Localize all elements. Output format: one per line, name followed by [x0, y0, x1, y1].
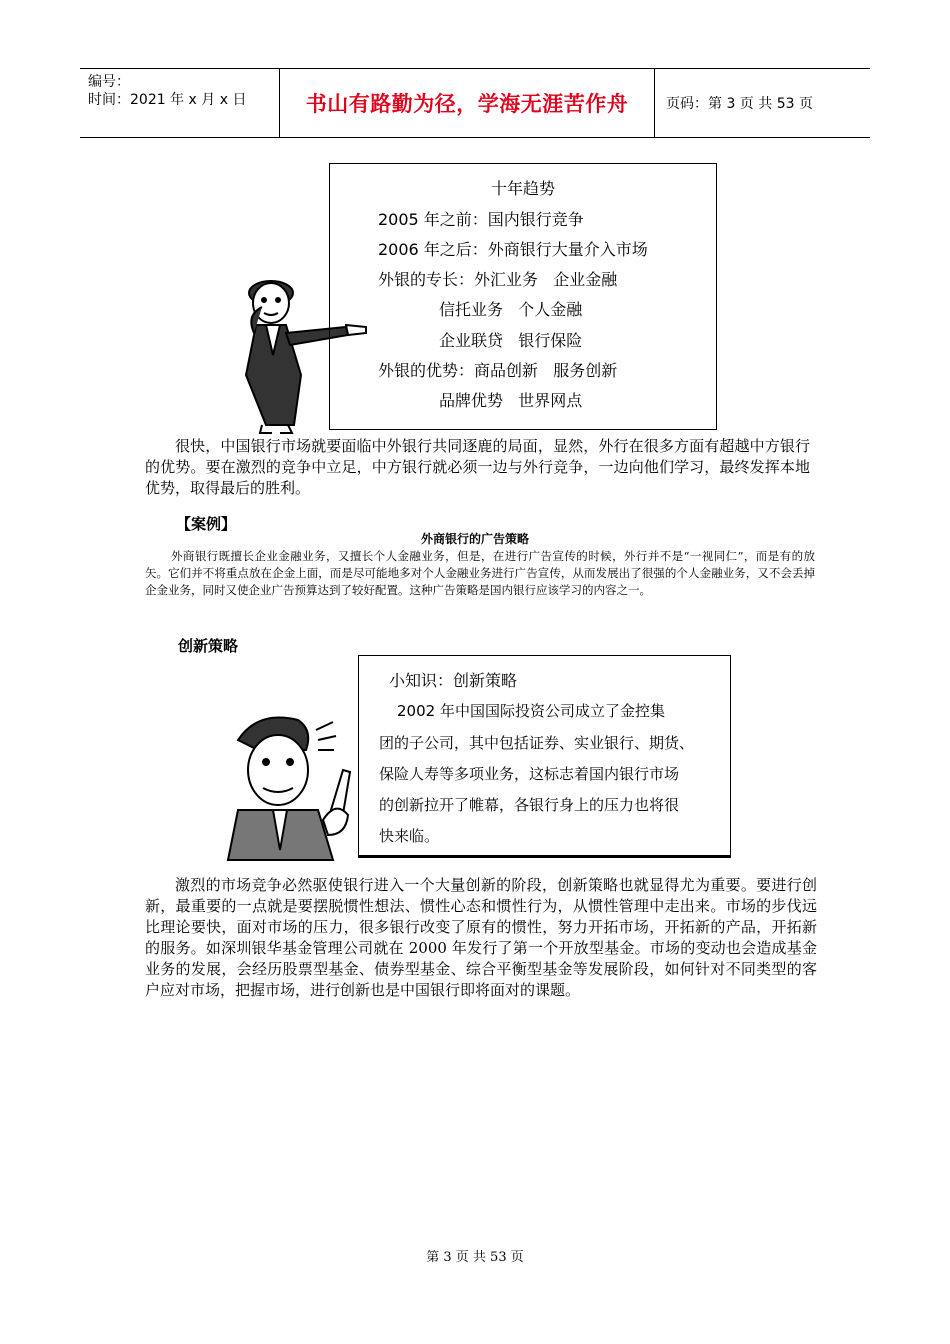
page-header	[80, 68, 870, 138]
header-motto: 书山有路勤为径，学海无涯苦作舟	[280, 69, 655, 137]
knowledge-line: 快来临。	[379, 827, 440, 845]
knowledge-line: 团的子公司，其中包括证券、实业银行、期货、	[379, 734, 695, 752]
trend-line: 外银的专长：外汇业务 企业金融	[378, 270, 618, 289]
header-page-info: 页码：第 3 页 共 53 页	[666, 96, 813, 112]
trend-box-title: 十年趋势	[490, 179, 555, 198]
trend-line: 企业联贷 银行保险	[378, 331, 583, 350]
knowledge-box	[358, 655, 731, 858]
paragraph-competition: 很快，中国银行市场就要面临中外银行共同逐鹿的局面，显然，外行在很多方面有超越中方银行的优势。要在激烈的竞争中立足，中方银行就必须一边与外行竞争，一边向他们学习，最终发挥本地优势，取得最后的胜利。	[145, 437, 810, 497]
section-title: 创新策略	[178, 637, 239, 655]
case-label: 【案例】	[176, 515, 237, 533]
trend-line: 品牌优势 世界网点	[378, 391, 583, 410]
header-number-label: 编号：	[88, 74, 130, 90]
knowledge-line: 2002 年中国国际投资公司成立了金控集	[397, 702, 665, 720]
trend-line: 信托业务 个人金融	[378, 300, 583, 319]
case-title: 外商银行的广告策略	[420, 532, 529, 546]
knowledge-line: 的创新拉开了帷幕，各银行身上的压力也将很	[379, 796, 680, 814]
paragraph-innovation: 激烈的市场竞争必然驱使银行进入一个大量创新的阶段，创新策略也就显得尤为重要。要进行创新，最重要的一点就是要摆脱惯性想法、惯性心态和惯性行为，从惯性管理中走出来。市场的步伐远比理论要快，面对市场的压力，很多银行改变了原有的惯性，努力开拓市场，开拓新的产品，开拓新的服务。如深圳银华基金管理公司就在 2000 年发行了第一个开放型基金。市场的变动也会造成基金业务的发展，会经历股票型基金、债券型基金、综合平衡型基金等发展阶段，如何针对不同类型的客户应对市场，把握市场，进行创新也是中国银行即将面对的课题。	[145, 876, 817, 999]
knowledge-box-title: 小知识：创新策略	[389, 671, 518, 690]
trend-line: 外银的优势：商品创新 服务创新	[378, 361, 618, 380]
trend-line: 2006 年之后：外商银行大量介入市场	[378, 240, 648, 259]
thinking-man-illustration	[218, 700, 378, 870]
knowledge-line: 保险人寿等多项业务，这标志着国内银行市场	[379, 765, 680, 783]
trend-box	[329, 163, 717, 430]
page-footer: 第 3 页 共 53 页	[426, 1250, 524, 1265]
header-meta	[80, 69, 280, 137]
case-text: 外商银行既擅长企业金融业务，又擅长个人金融业务，但是，在进行广告宣传的时候，外行并不是“一视同仁”，而是有的放矢。它们并不将重点放在企金上面，而是尽可能地多对个人金融业务进行广告宣传，从而发展出了很强的个人金融业务，又不会丢掉企金业务，同时又使企业广告预算达到了较好配置。这种广告策略是国内银行应该学习的内容之一。	[145, 549, 815, 597]
trend-line: 2005 年之前：国内银行竞争	[378, 210, 584, 229]
header-time-label: 时间：2021 年 x 月 x 日	[88, 92, 247, 108]
